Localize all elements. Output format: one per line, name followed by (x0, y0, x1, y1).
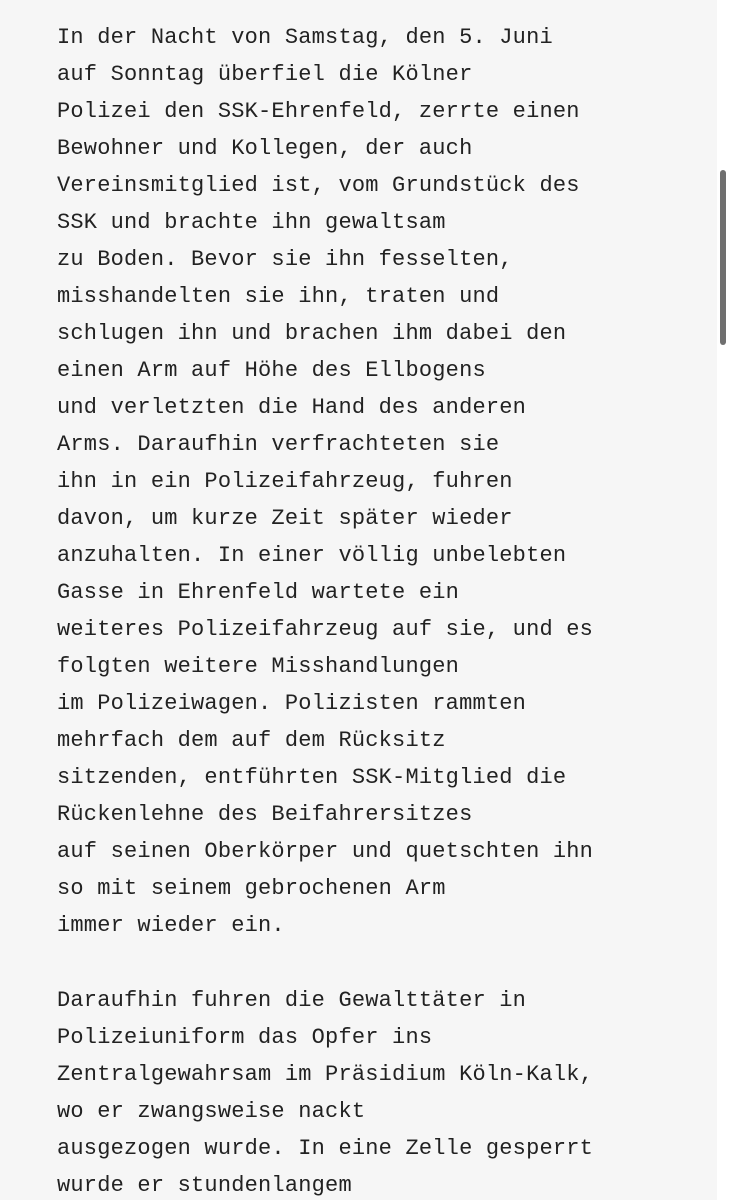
paragraph-line: misshandelten sie ihn, traten und (57, 284, 500, 309)
paragraph-line: Vereinsmitglied ist, vom Grundstück des (57, 173, 580, 198)
paragraph-line: Daraufhin fuhren die Gewalttäter in (57, 988, 527, 1013)
paragraph-line: einen Arm auf Höhe des Ellbogens (57, 358, 486, 383)
paragraph-line: Polizeiuniform das Opfer ins (57, 1025, 433, 1050)
paragraph-line: SSK und brachte ihn gewaltsam (57, 210, 446, 235)
paragraph-line: Zentralgewahrsam im Präsidium Köln-Kalk, (57, 1062, 594, 1087)
paragraph-1 (57, 19, 593, 944)
paragraph-line: ausgezogen wurde. In eine Zelle gesperrt (57, 1136, 594, 1161)
paragraph-line: so mit seinem gebrochenen Arm (57, 876, 446, 901)
paragraph-2 (57, 982, 593, 1200)
paragraph-line: schlugen ihn und brachen ihm dabei den (57, 321, 567, 346)
scrollbar-thumb[interactable] (720, 170, 726, 345)
paragraph-line: weiteres Polizeifahrzeug auf sie, und es (57, 617, 594, 642)
paragraph-line: folgten weitere Misshandlungen (57, 654, 460, 679)
paragraph-line: auf seinen Oberkörper und quetschten ihn (57, 839, 594, 864)
paragraph-line: ihn in ein Polizeifahrzeug, fuhren (57, 469, 513, 494)
paragraph-line: In der Nacht von Samstag, den 5. Juni (57, 25, 553, 50)
paragraph-line: mehrfach dem auf dem Rücksitz (57, 728, 446, 753)
paragraph-line: Arms. Daraufhin verfrachteten sie (57, 432, 500, 457)
paragraph-line: davon, um kurze Zeit später wieder (57, 506, 513, 531)
paragraph-line: und verletzten die Hand des anderen (57, 395, 527, 420)
paragraph-line: Gasse in Ehrenfeld wartete ein (57, 580, 460, 605)
paragraph-line: Polizei den SSK-Ehrenfeld, zerrte einen (57, 99, 580, 124)
paragraph-line: auf Sonntag überfiel die Kölner (57, 62, 473, 87)
paragraph-line: immer wieder ein. (57, 913, 285, 938)
paragraph-line: im Polizeiwagen. Polizisten rammten (57, 691, 527, 716)
paragraph-line: zu Boden. Bevor sie ihn fesselten, (57, 247, 513, 272)
paragraph-line: Bewohner und Kollegen, der auch (57, 136, 473, 161)
paragraph-line: Rückenlehne des Beifahrersitzes (57, 802, 473, 827)
paragraph-line: wo er zwangsweise nackt (57, 1099, 366, 1124)
paragraph-line: anzuhalten. In einer völlig unbelebten (57, 543, 567, 568)
paragraph-line: sitzenden, entführten SSK-Mitglied die (57, 765, 567, 790)
paragraph-line: wurde er stundenlangem (57, 1173, 352, 1198)
